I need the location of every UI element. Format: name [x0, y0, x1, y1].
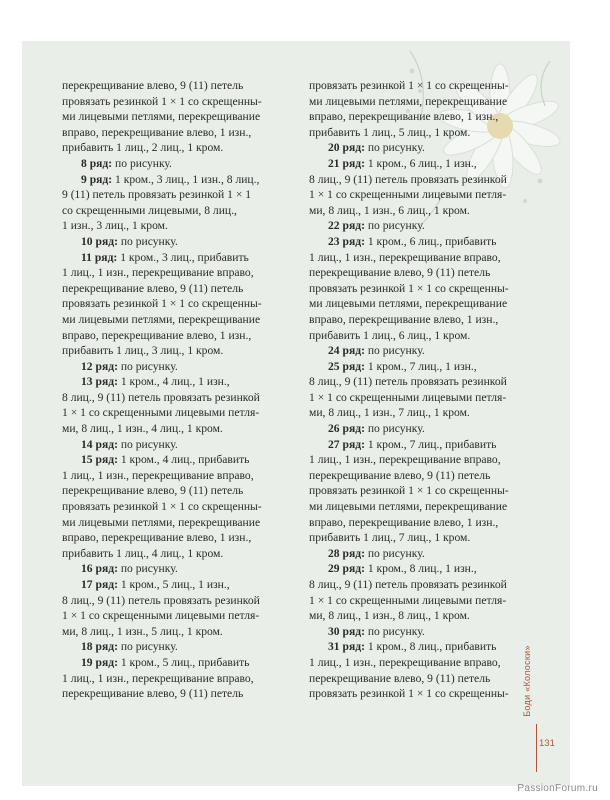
line-text: перекрещивание влево, 9 (11) петель	[309, 671, 491, 685]
right-text-column	[309, 78, 552, 702]
text-line	[309, 608, 552, 624]
line-text: 1 изн., 3 лиц., 1 кром.	[62, 219, 168, 233]
line-text: 1 × 1 со скрещенными лицевыми петля-	[309, 593, 507, 607]
line-text: 1 кром., 8 лиц., прибавить	[364, 640, 497, 654]
text-line	[309, 405, 552, 421]
row-instruction-line	[309, 156, 552, 172]
line-text: 1 кром., 5 лиц., 1 изн.,	[117, 578, 230, 591]
text-line	[62, 608, 304, 624]
line-text: провязать резинкой 1 × 1 со скрещенны-	[62, 500, 262, 514]
row-label: 17 ряд:	[81, 578, 118, 591]
text-line	[62, 530, 304, 546]
row-instruction-line	[309, 546, 552, 562]
row-label: 16 ряд:	[81, 562, 118, 576]
text-line	[309, 281, 552, 297]
row-instruction-line	[62, 655, 304, 671]
line-text: ми, 8 лиц., 1 изн., 8 лиц., 1 кром.	[309, 609, 470, 623]
line-text: провязать резинкой 1 × 1 со скрещенны-	[62, 297, 262, 311]
line-text: ми лицевыми петлями, перекрещивание	[309, 297, 508, 311]
line-text: по рисунку.	[364, 546, 425, 560]
running-head-text: Боди «Колоски»	[521, 645, 532, 717]
row-instruction-line	[62, 374, 304, 390]
line-text: 1 лиц., 1 изн., перекрещивание вправо,	[309, 250, 501, 264]
text-line	[62, 125, 304, 141]
text-line	[309, 187, 552, 203]
row-instruction-line	[62, 577, 304, 593]
line-text: 1 кром., 5 лиц., прибавить	[117, 655, 250, 669]
line-text: 1 × 1 со скрещенными лицевыми петля-	[62, 609, 260, 623]
text-line	[309, 94, 552, 110]
row-label: 15 ряд:	[81, 453, 118, 467]
line-text: 1 лиц., 1 изн., перекрещивание вправо,	[62, 266, 254, 280]
line-text: по рисунку.	[117, 359, 178, 373]
row-label: 10 ряд:	[81, 234, 118, 248]
line-text: вправо, перекрещивание влево, 1 изн.,	[309, 110, 499, 124]
text-line	[62, 671, 304, 687]
row-instruction-line	[309, 421, 552, 437]
row-instruction-line	[62, 437, 304, 453]
line-text: провязать резинкой 1 × 1 со скрещенны-	[309, 281, 509, 295]
text-line	[62, 390, 304, 406]
line-text: 1 кром., 6 лиц., прибавить	[364, 234, 497, 248]
line-text: вправо, перекрещивание влево, 1 изн.,	[309, 312, 499, 326]
text-line	[309, 125, 552, 141]
row-instruction-line	[62, 561, 304, 577]
line-text: 8 лиц., 9 (11) петель провязать резинкой	[62, 593, 260, 607]
text-line	[62, 593, 304, 609]
text-line	[309, 265, 552, 281]
row-label: 27 ряд:	[328, 437, 365, 451]
row-label: 13 ряд:	[81, 375, 118, 389]
row-instruction-line	[309, 234, 552, 250]
line-text: прибавить 1 лиц., 2 лиц., 1 кром.	[62, 141, 224, 155]
line-text: вправо, перекрещивание влево, 1 изн.,	[62, 125, 252, 139]
text-line	[62, 109, 304, 125]
line-text: по рисунку.	[117, 640, 178, 654]
left-text-column	[62, 78, 304, 702]
text-line	[62, 546, 304, 562]
line-text: перекрещивание влево, 9 (11) петель	[309, 266, 491, 280]
row-instruction-line	[309, 140, 552, 156]
row-instruction-line	[62, 172, 304, 188]
line-text: со скрещенными лицевыми, 8 лиц.,	[62, 203, 237, 217]
row-label: 24 ряд:	[328, 344, 365, 358]
row-label: 31 ряд:	[328, 640, 365, 654]
line-text: перекрещивание влево, 9 (11) петель	[62, 687, 244, 701]
line-text: 1 лиц., 1 изн., перекрещивание вправо,	[62, 671, 254, 685]
line-text: ми лицевыми петлями, перекрещивание	[62, 515, 261, 529]
line-text: по рисунку.	[364, 141, 425, 155]
line-text: ми лицевыми петлями, перекрещивание	[309, 94, 508, 108]
text-line	[309, 296, 552, 312]
line-text: вправо, перекрещивание влево, 1 изн.,	[309, 515, 499, 529]
row-instruction-line	[62, 156, 304, 172]
text-line	[62, 405, 304, 421]
line-text: 1 кром., 7 лиц., прибавить	[364, 437, 497, 451]
row-label: 20 ряд:	[328, 141, 365, 155]
line-text: прибавить 1 лиц., 4 лиц., 1 кром.	[62, 546, 224, 560]
text-line	[309, 515, 552, 531]
line-text: 1 кром., 7 лиц., 1 изн.,	[364, 359, 477, 373]
row-label: 14 ряд:	[81, 437, 118, 451]
line-text: 1 × 1 со скрещенными лицевыми петля-	[309, 390, 507, 404]
line-text: прибавить 1 лиц., 5 лиц., 1 кром.	[309, 125, 471, 139]
line-text: прибавить 1 лиц., 6 лиц., 1 кром.	[309, 328, 471, 342]
row-label: 28 ряд:	[328, 546, 365, 560]
line-text: ми лицевыми петлями, перекрещивание	[62, 312, 261, 326]
line-text: по рисунку.	[117, 562, 178, 576]
line-text: провязать резинкой 1 × 1 со скрещенны-	[309, 484, 509, 498]
text-line	[62, 624, 304, 640]
text-line	[62, 343, 304, 359]
text-line	[62, 218, 304, 234]
text-line	[309, 483, 552, 499]
row-label: 8 ряд:	[81, 156, 113, 170]
text-line	[62, 265, 304, 281]
row-instruction-line	[62, 452, 304, 468]
line-text: по рисунку.	[364, 422, 425, 436]
row-label: 23 ряд:	[328, 234, 365, 248]
row-instruction-line	[309, 437, 552, 453]
line-text: перекрещивание влево, 9 (11) петель	[62, 281, 244, 295]
row-label: 25 ряд:	[328, 359, 365, 373]
text-line	[62, 483, 304, 499]
line-text: перекрещивание влево, 9 (11) петель	[309, 468, 491, 482]
line-text: 1 лиц., 1 изн., перекрещивание вправо,	[309, 453, 501, 467]
line-text: перекрещивание влево, 9 (11) петель	[62, 79, 244, 92]
text-line	[62, 312, 304, 328]
text-line	[309, 390, 552, 406]
line-text: по рисунку.	[112, 156, 172, 170]
text-line	[309, 328, 552, 344]
line-text: по рисунку.	[117, 234, 178, 248]
text-line	[309, 452, 552, 468]
text-line	[62, 94, 304, 110]
line-text: 1 лиц., 1 изн., перекрещивание вправо,	[309, 655, 501, 669]
text-line	[62, 203, 304, 219]
text-line	[309, 499, 552, 515]
row-label: 29 ряд:	[328, 562, 365, 576]
text-line	[309, 312, 552, 328]
row-instruction-line	[62, 234, 304, 250]
line-text: 1 × 1 со скрещенными лицевыми петля-	[62, 406, 260, 420]
line-text: по рисунку.	[364, 219, 425, 233]
line-text: 8 лиц., 9 (11) петель провязать резинкой	[309, 375, 507, 389]
line-text: вправо, перекрещивание влево, 1 изн.,	[62, 328, 252, 342]
row-label: 30 ряд:	[328, 624, 365, 638]
line-text: по рисунку.	[364, 344, 425, 358]
row-instruction-line	[309, 624, 552, 640]
text-line	[309, 530, 552, 546]
text-line	[62, 187, 304, 203]
line-text: 1 × 1 со скрещенными лицевыми петля-	[309, 188, 507, 202]
text-line	[62, 686, 304, 702]
line-text: 9 (11) петель провязать резинкой 1 × 1	[62, 188, 252, 202]
text-line	[62, 78, 304, 94]
text-line	[62, 421, 304, 437]
row-label: 22 ряд:	[328, 219, 365, 233]
line-text: по рисунку.	[364, 624, 425, 638]
row-label: 18 ряд:	[81, 640, 118, 654]
row-label: 26 ряд:	[328, 422, 365, 436]
line-text: прибавить 1 лиц., 7 лиц., 1 кром.	[309, 531, 471, 545]
row-instruction-line	[309, 359, 552, 375]
text-line	[309, 374, 552, 390]
row-instruction-line	[62, 250, 304, 266]
line-text: провязать резинкой 1 × 1 со скрещенны-	[309, 687, 509, 701]
line-text: ми лицевыми петлями, перекрещивание	[62, 110, 261, 124]
text-line	[62, 328, 304, 344]
text-line	[309, 655, 552, 671]
line-text: 1 кром., 4 лиц., прибавить	[117, 453, 250, 467]
row-instruction-line	[62, 639, 304, 655]
text-line	[309, 593, 552, 609]
row-instruction-line	[309, 218, 552, 234]
text-line	[309, 686, 552, 702]
running-head	[519, 633, 534, 729]
line-text: 1 лиц., 1 изн., перекрещивание вправо,	[62, 468, 254, 482]
row-instruction-line	[309, 561, 552, 577]
line-text: провязать резинкой 1 × 1 со скрещенны-	[309, 79, 509, 92]
row-instruction-line	[309, 639, 552, 655]
line-text: 8 лиц., 9 (11) петель провязать резинкой	[309, 578, 507, 591]
watermark: PassionForum.ru	[517, 783, 598, 794]
line-text: прибавить 1 лиц., 3 лиц., 1 кром.	[62, 344, 224, 358]
line-text: вправо, перекрещивание влево, 1 изн.,	[62, 531, 252, 545]
line-text: по рисунку.	[117, 437, 178, 451]
line-text: 8 лиц., 9 (11) петель провязать резинкой	[62, 390, 260, 404]
line-text: ми, 8 лиц., 1 изн., 5 лиц., 1 кром.	[62, 624, 223, 638]
text-line	[309, 109, 552, 125]
line-text: 1 кром., 8 лиц., 1 изн.,	[364, 562, 477, 576]
row-label: 11 ряд:	[81, 250, 118, 264]
row-label: 12 ряд:	[81, 359, 118, 373]
text-line	[62, 468, 304, 484]
row-label: 21 ряд:	[328, 156, 365, 170]
line-text: 1 кром., 6 лиц., 1 изн.,	[364, 156, 477, 170]
document-page	[22, 41, 570, 786]
row-label: 9 ряд:	[81, 172, 113, 186]
row-label: 19 ряд:	[81, 655, 118, 669]
line-text: перекрещивание влево, 9 (11) петель	[62, 484, 244, 498]
text-line	[62, 140, 304, 156]
text-line	[62, 296, 304, 312]
text-line	[309, 671, 552, 687]
line-text: ми лицевыми петлями, перекрещивание	[309, 500, 508, 514]
text-line	[309, 250, 552, 266]
line-text: 1 кром., 3 лиц., 1 изн., 8 лиц.,	[112, 172, 260, 186]
margin-rule	[536, 724, 537, 772]
line-text: провязать резинкой 1 × 1 со скрещенны-	[62, 94, 262, 108]
text-line	[309, 172, 552, 188]
line-text: 1 кром., 4 лиц., 1 изн.,	[117, 375, 230, 389]
text-line	[309, 577, 552, 593]
line-text: ми, 8 лиц., 1 изн., 7 лиц., 1 кром.	[309, 406, 470, 420]
page-number: 131	[539, 738, 555, 749]
text-line	[62, 499, 304, 515]
text-line	[309, 203, 552, 219]
row-instruction-line	[62, 359, 304, 375]
line-text: ми, 8 лиц., 1 изн., 4 лиц., 1 кром.	[62, 422, 223, 436]
text-line	[309, 78, 552, 94]
line-text: 8 лиц., 9 (11) петель провязать резинкой	[309, 172, 507, 186]
text-line	[62, 515, 304, 531]
text-line	[309, 468, 552, 484]
row-instruction-line	[309, 343, 552, 359]
line-text: ми, 8 лиц., 1 изн., 6 лиц., 1 кром.	[309, 203, 470, 217]
text-line	[62, 281, 304, 297]
line-text: 1 кром., 3 лиц., прибавить	[117, 250, 249, 264]
